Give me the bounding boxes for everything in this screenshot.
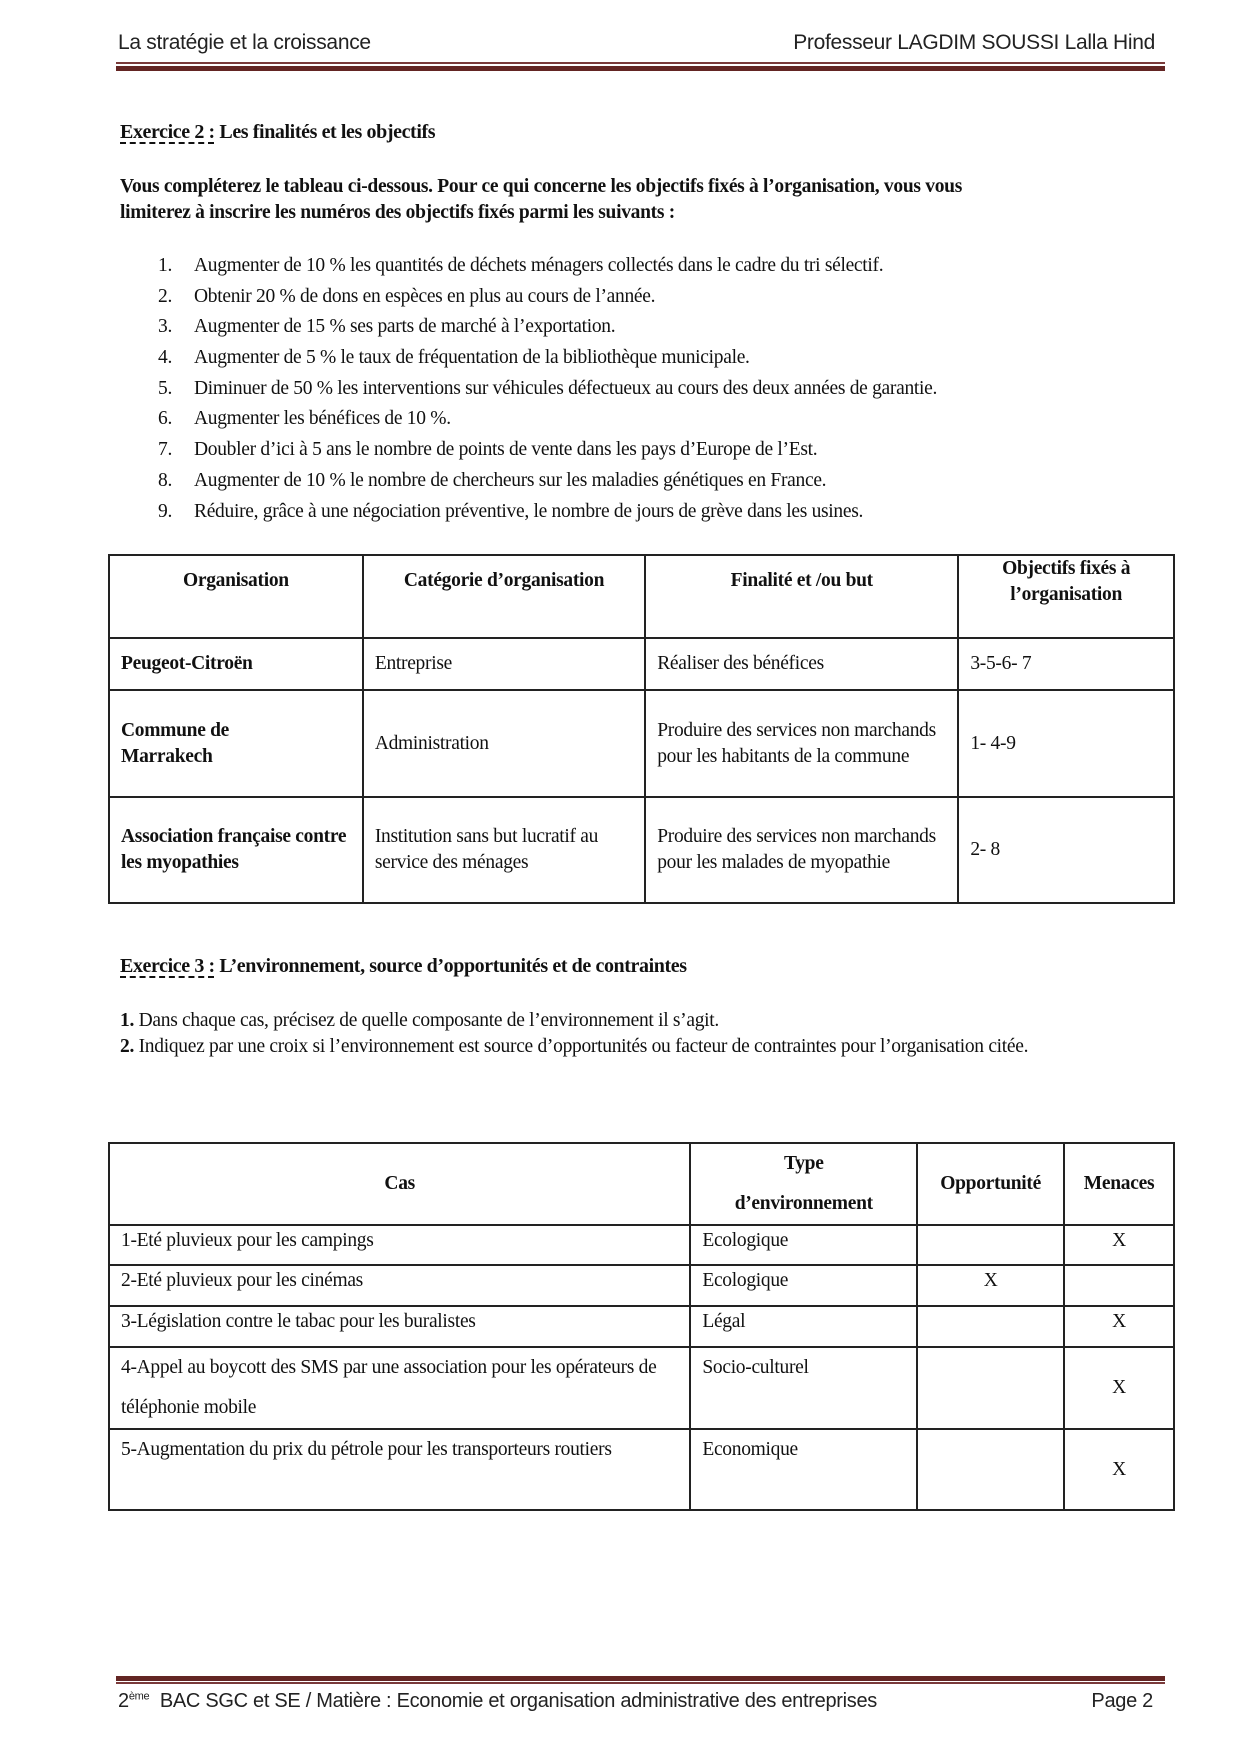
table-row bbox=[109, 690, 1174, 797]
cell-organisation: Peugeot-Citroën bbox=[109, 638, 363, 690]
item-text: Augmenter les bénéfices de 10 %. bbox=[194, 408, 451, 430]
list-item bbox=[158, 439, 937, 470]
item-number: 1. bbox=[158, 255, 173, 276]
item-text: Augmenter de 5 % le taux de fréquentation de la bibliothèque municipale. bbox=[194, 347, 750, 369]
cell-opportunity bbox=[917, 1429, 1064, 1510]
cell-type: Ecologique bbox=[690, 1225, 917, 1265]
exercise2-label: Exercice 2 : bbox=[120, 121, 215, 143]
table-row bbox=[109, 1429, 1174, 1510]
footer-rule bbox=[116, 1682, 1165, 1684]
cell-category: Entreprise bbox=[363, 638, 645, 690]
environment-table bbox=[108, 1142, 1175, 1511]
cell-organisation: Commune de Marrakech bbox=[109, 690, 363, 797]
instruction-line: Vous compléterez le tableau ci-dessous. Pour ce qui concerne les objectifs fixés à l’organisation, vous vous bbox=[120, 176, 962, 197]
question-text: Indiquez par une croix si l’environnement est source d’opportunités ou facteur de contraintes pour l’organisation citée. bbox=[138, 1036, 1029, 1057]
footer-course bbox=[118, 1690, 877, 1713]
footer-superscript: ème bbox=[128, 1690, 150, 1703]
exercise3-label: Exercice 3 : bbox=[120, 955, 215, 977]
question-text: Dans chaque cas, précisez de quelle composante de l’environnement il s’agit. bbox=[138, 1010, 719, 1031]
cell-type: Légal bbox=[690, 1306, 917, 1347]
cell-opportunity bbox=[917, 1306, 1064, 1347]
cell-opportunity bbox=[917, 1225, 1064, 1265]
list-item bbox=[158, 316, 937, 347]
question-number: 1. bbox=[120, 1010, 135, 1031]
header-author: Professeur LAGDIM SOUSSI Lalla Hind bbox=[793, 31, 1155, 54]
cell-type: Ecologique bbox=[690, 1265, 917, 1306]
list-item bbox=[158, 255, 937, 286]
cell-threat: X bbox=[1064, 1347, 1174, 1429]
column-header: Menaces bbox=[1064, 1143, 1174, 1225]
footer-rule-thick bbox=[116, 1676, 1165, 1681]
exercise2-title: Les finalités et les objectifs bbox=[219, 121, 436, 143]
list-item bbox=[158, 470, 937, 501]
item-number: 9. bbox=[158, 500, 173, 522]
cell-organisation: Association française contre les myopathies bbox=[109, 797, 363, 903]
cell-purpose: Produire des services non marchands pour les malades de myopathie bbox=[645, 797, 958, 903]
table-row bbox=[109, 1225, 1174, 1265]
item-text: Réduire, grâce à une négociation préventive, le nombre de jours de grève dans les usines. bbox=[194, 500, 864, 522]
list-item bbox=[158, 408, 937, 439]
table-header-row bbox=[109, 1143, 1174, 1225]
table-row bbox=[109, 1306, 1174, 1347]
column-header: Catégorie d’organisation bbox=[363, 555, 645, 638]
question-1 bbox=[120, 1008, 1080, 1034]
footer-text: BAC SGC et SE / Matière : Economie et organisation administrative des entreprises bbox=[159, 1690, 877, 1712]
cell-case: 5-Augmentation du prix du pétrole pour les transporteurs routiers bbox=[109, 1429, 690, 1510]
cell-type: Economique bbox=[690, 1429, 917, 1510]
list-item bbox=[158, 347, 937, 378]
table-row bbox=[109, 797, 1174, 903]
organisations-table bbox=[108, 554, 1175, 904]
table-header-row bbox=[109, 555, 1174, 638]
cell-case: 2-Eté pluvieux pour les cinémas bbox=[109, 1265, 690, 1306]
cell-threat: X bbox=[1064, 1429, 1174, 1510]
item-text: Obtenir 20 % de dons en espèces en plus au cours de l’année. bbox=[194, 285, 656, 307]
item-number: 7. bbox=[158, 439, 173, 461]
question-number: 2. bbox=[120, 1036, 135, 1057]
footer-level: 2 bbox=[118, 1690, 129, 1712]
cell-objectives: 3-5-6- 7 bbox=[958, 638, 1174, 690]
table-row bbox=[109, 1347, 1174, 1429]
cell-case: 1-Eté pluvieux pour les campings bbox=[109, 1225, 690, 1265]
item-number: 4. bbox=[158, 347, 173, 369]
cell-category: Administration bbox=[363, 690, 645, 797]
item-text: Augmenter de 15 % ses parts de marché à l’exportation. bbox=[194, 316, 616, 338]
column-header: Objectifs fixés à l’organisation bbox=[958, 555, 1174, 638]
cell-type: Socio-culturel bbox=[690, 1347, 917, 1429]
exercise3-questions bbox=[120, 1008, 1080, 1060]
item-number: 5. bbox=[158, 377, 173, 399]
list-item bbox=[158, 501, 937, 532]
cell-opportunity: X bbox=[917, 1265, 1064, 1306]
table-row bbox=[109, 1265, 1174, 1306]
column-header: Opportunité bbox=[917, 1143, 1064, 1225]
cell-objectives: 2- 8 bbox=[958, 797, 1174, 903]
item-number: 3. bbox=[158, 316, 173, 338]
exercise2-heading bbox=[120, 121, 435, 144]
table-row bbox=[109, 638, 1174, 690]
column-header: Cas bbox=[109, 1143, 690, 1225]
column-header: Finalité et /ou but bbox=[645, 555, 958, 638]
cell-case: 4-Appel au boycott des SMS par une association pour les opérateurs de téléphonie mobile bbox=[109, 1347, 690, 1429]
cell-case: 3-Législation contre le tabac pour les buralistes bbox=[109, 1306, 690, 1347]
objectives-list bbox=[158, 255, 937, 531]
column-header: Organisation bbox=[109, 555, 363, 638]
item-number: 2. bbox=[158, 285, 173, 307]
item-text: Diminuer de 50 % les interventions sur véhicules défectueux au cours des deux années de garantie. bbox=[194, 377, 938, 399]
exercise2-instructions bbox=[120, 174, 962, 226]
item-number: 6. bbox=[158, 408, 173, 430]
column-header: Type d’environnement bbox=[690, 1143, 917, 1225]
list-item bbox=[158, 286, 937, 317]
item-number: 8. bbox=[158, 469, 173, 491]
header-rule-thick bbox=[116, 66, 1165, 71]
item-text: Augmenter de 10 % le nombre de chercheurs sur les maladies génétiques en France. bbox=[194, 469, 827, 491]
cell-threat bbox=[1064, 1265, 1174, 1306]
list-item bbox=[158, 378, 937, 409]
exercise3-title: L’environnement, source d’opportunités et de contraintes bbox=[219, 955, 687, 977]
item-text: Augmenter de 10 % les quantités de déchets ménagers collectés dans le cadre du tri sélectif. bbox=[194, 255, 884, 276]
cell-category: Institution sans but lucratif au service des ménages bbox=[363, 797, 645, 903]
cell-threat: X bbox=[1064, 1306, 1174, 1347]
footer-page-number: Page 2 bbox=[1091, 1690, 1153, 1712]
exercise3-heading bbox=[120, 955, 687, 978]
item-text: Doubler d’ici à 5 ans le nombre de points de vente dans les pays d’Europe de l’Est. bbox=[194, 439, 818, 461]
header-title: La stratégie et la croissance bbox=[118, 31, 371, 54]
cell-opportunity bbox=[917, 1347, 1064, 1429]
cell-purpose: Produire des services non marchands pour les habitants de la commune bbox=[645, 690, 958, 797]
question-2 bbox=[120, 1034, 1080, 1060]
header-rule bbox=[116, 62, 1165, 64]
cell-threat: X bbox=[1064, 1225, 1174, 1265]
cell-purpose: Réaliser des bénéfices bbox=[645, 638, 958, 690]
instruction-line: limiterez à inscrire les numéros des objectifs fixés parmi les suivants : bbox=[120, 202, 675, 223]
cell-objectives: 1- 4-9 bbox=[958, 690, 1174, 797]
